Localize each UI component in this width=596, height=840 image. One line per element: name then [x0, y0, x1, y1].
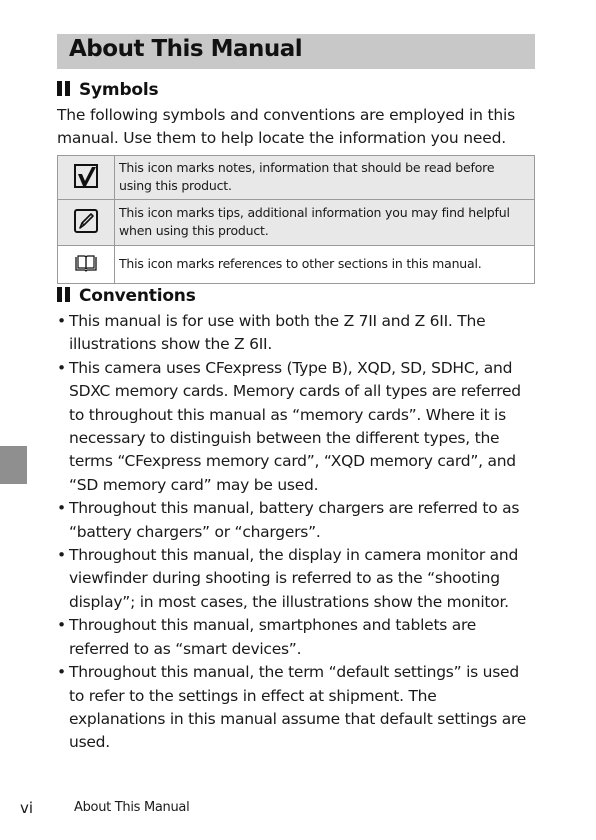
list-item: • This manual is for use with both the Z 7II and Z 6II. The illustrations show the Z 6II.	[57, 310, 535, 357]
list-item: • Throughout this manual, the term “default settings” is used to refer to the settings in effect at shipment. The explanations in this manual assume that default settings are used.	[57, 661, 535, 755]
symbol-description: This icon marks tips, additional information you may find helpful when using this product.	[115, 200, 535, 246]
symbol-icon-cell	[58, 246, 115, 284]
page-title: About This Manual	[69, 36, 303, 62]
symbol-icon-cell	[58, 200, 115, 246]
chapter-side-tab	[0, 446, 27, 484]
symbol-row-tip	[58, 200, 535, 246]
section-marker-icon	[57, 81, 71, 96]
page-title-bar	[57, 34, 535, 69]
list-item: • Throughout this manual, battery chargers are referred to as “battery chargers” or “chargers”.	[57, 497, 535, 544]
list-item: • Throughout this manual, the display in camera monitor and viewfinder during shooting is referred to as the “shooting display”; in most cases, the illustrations show the monitor.	[57, 544, 535, 614]
list-item: • This camera uses CFexpress (Type B), XQD, SD, SDHC, and SDXC memory cards. Memory cards of all types are referred to throughout this manual as “memory cards”. Where it is necessary to distinguish between the different types, the terms “CFexpress memory card”, “XQD memory card”, and “SD memory card” may be used.	[57, 357, 535, 497]
note-check-icon	[74, 176, 98, 191]
reference-book-icon	[75, 260, 97, 275]
symbol-row-reference	[58, 246, 535, 284]
footer-section-title: About This Manual	[74, 800, 190, 815]
list-item: • Throughout this manual, smartphones and tablets are referred to as “smart devices”.	[57, 614, 535, 661]
symbols-intro: The following symbols and conventions are employed in this manual. Use them to help locate the information you need.	[57, 106, 515, 147]
tip-pencil-icon	[74, 221, 98, 236]
symbols-heading	[57, 80, 158, 100]
section-marker-icon	[57, 287, 71, 302]
symbol-icon-cell	[58, 156, 115, 200]
symbol-description: This icon marks references to other sections in this manual.	[115, 246, 535, 284]
conventions-heading	[57, 286, 196, 306]
symbol-row-note	[58, 156, 535, 200]
conventions-list	[57, 310, 535, 755]
symbol-description: This icon marks notes, information that should be read before using this product.	[115, 156, 535, 200]
conventions-heading-text: Conventions	[79, 286, 196, 306]
page-number: vi	[20, 799, 34, 817]
symbols-table	[57, 155, 535, 284]
symbols-heading-text: Symbols	[79, 80, 159, 100]
